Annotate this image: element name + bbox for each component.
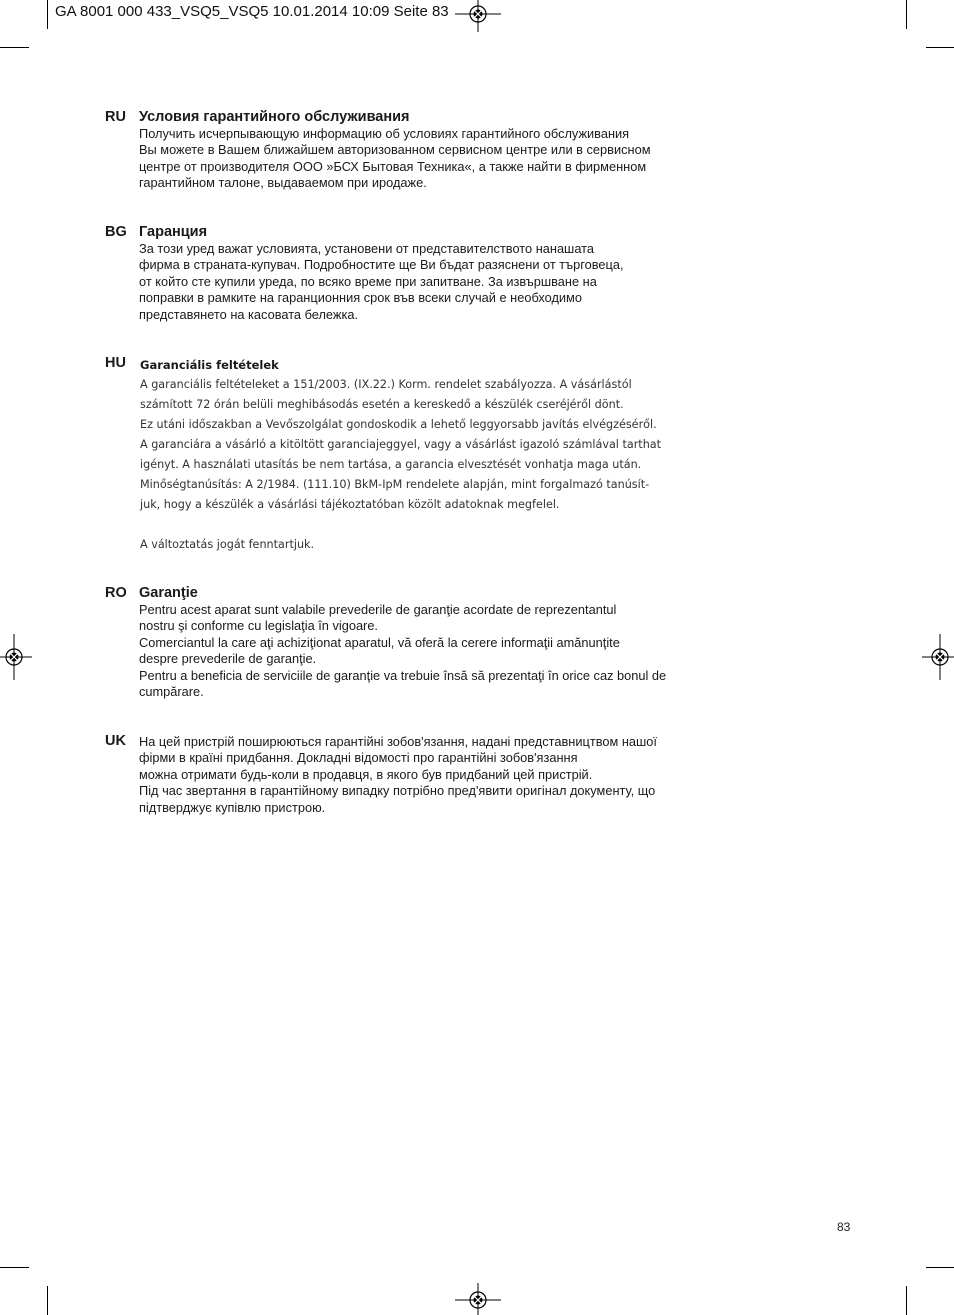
text-line: cumpărare.	[139, 684, 204, 700]
text-line: За този уред важат условията, установени от представителството нанашата	[139, 241, 594, 256]
text-line: Під час звертання в гарантійному випадку потрібно пред'явити оригінал документу, що	[139, 783, 656, 799]
text-line: Вы можете в Вашем ближайшем авторизованном сервисном центре или в сервисном	[139, 142, 651, 158]
print-slug-line: GA 8001 000 433_VSQ5_VSQ5 10.01.2014 10:09 Seite 83	[55, 3, 449, 20]
text-line: можна отримати будь-коли в продавця, в якого був придбаний цей пристрій.	[139, 766, 593, 782]
section-title: Гаранция	[139, 224, 208, 240]
text-line: számított 72 órán belüli meghibásodás esetén a kereskedő a készülék cseréjéről dönt.	[140, 398, 624, 411]
paragraph-spacer	[140, 515, 750, 535]
text-line: фирма в страната-купувач. Подробностите ще Ви бъдат разяснени от търговеца,	[139, 257, 624, 273]
text-line: центре от производителя ООО »БСХ Бытовая Техника«, а также найти в фирменном	[139, 158, 647, 174]
crop-mark-top-left-horizontal	[0, 47, 29, 48]
text-line: гарантийном талоне, выдаваемом при иродаже.	[139, 175, 427, 191]
text-line: igényt. A használati utasítás be nem tartása, a garancia elvesztését vonhatja maga után.	[140, 458, 642, 471]
text-line: Ez utáni időszakban a Vevőszolgálat gondoskodik a lehető leggyorsabb javítás elvégzéséről.	[140, 418, 657, 431]
section-text	[140, 375, 750, 555]
text-line: фірми в країні придбання. Докладні відомості про гарантійні зобов'язання	[139, 750, 578, 766]
language-code: RU	[105, 109, 126, 125]
crop-mark-top-right-vertical	[906, 0, 907, 29]
text-line: представянето на касовата бележка.	[139, 306, 359, 322]
crop-mark-bottom-left-horizontal	[0, 1267, 29, 1268]
section-text	[139, 734, 749, 816]
language-code: HU	[105, 355, 126, 371]
crop-mark-top-right-horizontal	[926, 47, 954, 48]
registration-mark-bottom-icon	[455, 1283, 501, 1315]
text-line: Получить исчерпывающую информацию об условиях гарантийного обслуживания	[139, 126, 630, 141]
text-line: juk, hogy a készülék a vásárlási tájékoztatóban közölt adatoknak megfelel.	[140, 498, 560, 511]
text-line: A garanciális feltételeket a 151/2003. (IX.22.) Korm. rendelet szabályozza. A vásárlástól	[140, 378, 632, 391]
text-line: Comerciantul la care aţi achiziţionat aparatul, vă oferă la cerere informaţii amănunţite	[139, 634, 620, 650]
text-line: A garanciára a vásárló a kitöltött garanciajeggyel, vagy a vásárlást igazoló számlával tarthat	[140, 438, 662, 451]
language-code: BG	[105, 224, 127, 240]
text-line: підтверджує купівлю пристрою.	[139, 799, 326, 815]
page-number: 83	[837, 1220, 851, 1234]
crop-mark-bottom-right-horizontal	[926, 1267, 954, 1268]
crop-mark-bottom-right-vertical	[906, 1286, 907, 1315]
text-line: Minőségtanúsítás: A 2/1984. (111.10) BkM-IpM rendelete alapján, mint forgalmazó tanúsít-	[140, 478, 650, 491]
language-code: RO	[105, 585, 127, 601]
text-line: despre prevederile de garanţie.	[139, 651, 317, 667]
crop-mark-bottom-left-vertical	[47, 1286, 48, 1315]
text-line: На цей пристрій поширюються гарантійні зобов'язання, надані представництвом нашої	[139, 734, 657, 749]
section-title: Garanciális feltételek	[140, 358, 279, 372]
section-title: Условия гарантийного обслуживания	[139, 109, 410, 125]
crop-mark-top-left-vertical	[47, 0, 48, 29]
text-line: поправки в рамките на гаранционния срок във всеки случай е необходимо	[139, 290, 582, 306]
section-text	[139, 126, 749, 192]
text-line: Pentru acest aparat sunt valabile prevederile de garanţie acordate de reprezentantul	[139, 602, 617, 617]
section-text	[139, 241, 749, 323]
text-line: от който сте купили уреда, по всяко време при запитване. За извършване на	[139, 273, 597, 289]
section-text	[139, 602, 749, 700]
text-line: Pentru a beneficia de serviciile de garanţie va trebuie însă să prezentaţi în orice caz bonul de	[139, 667, 667, 683]
section-title: Garanţie	[139, 585, 198, 601]
language-code: UK	[105, 733, 126, 749]
reservation-note: A változtatás jogát fenntartjuk.	[140, 538, 315, 551]
registration-mark-top-icon	[455, 0, 501, 32]
registration-mark-right-icon	[922, 634, 954, 680]
text-line: nostru şi conforme cu legislaţia în vigoare.	[139, 618, 378, 634]
registration-mark-left-icon	[0, 634, 32, 680]
